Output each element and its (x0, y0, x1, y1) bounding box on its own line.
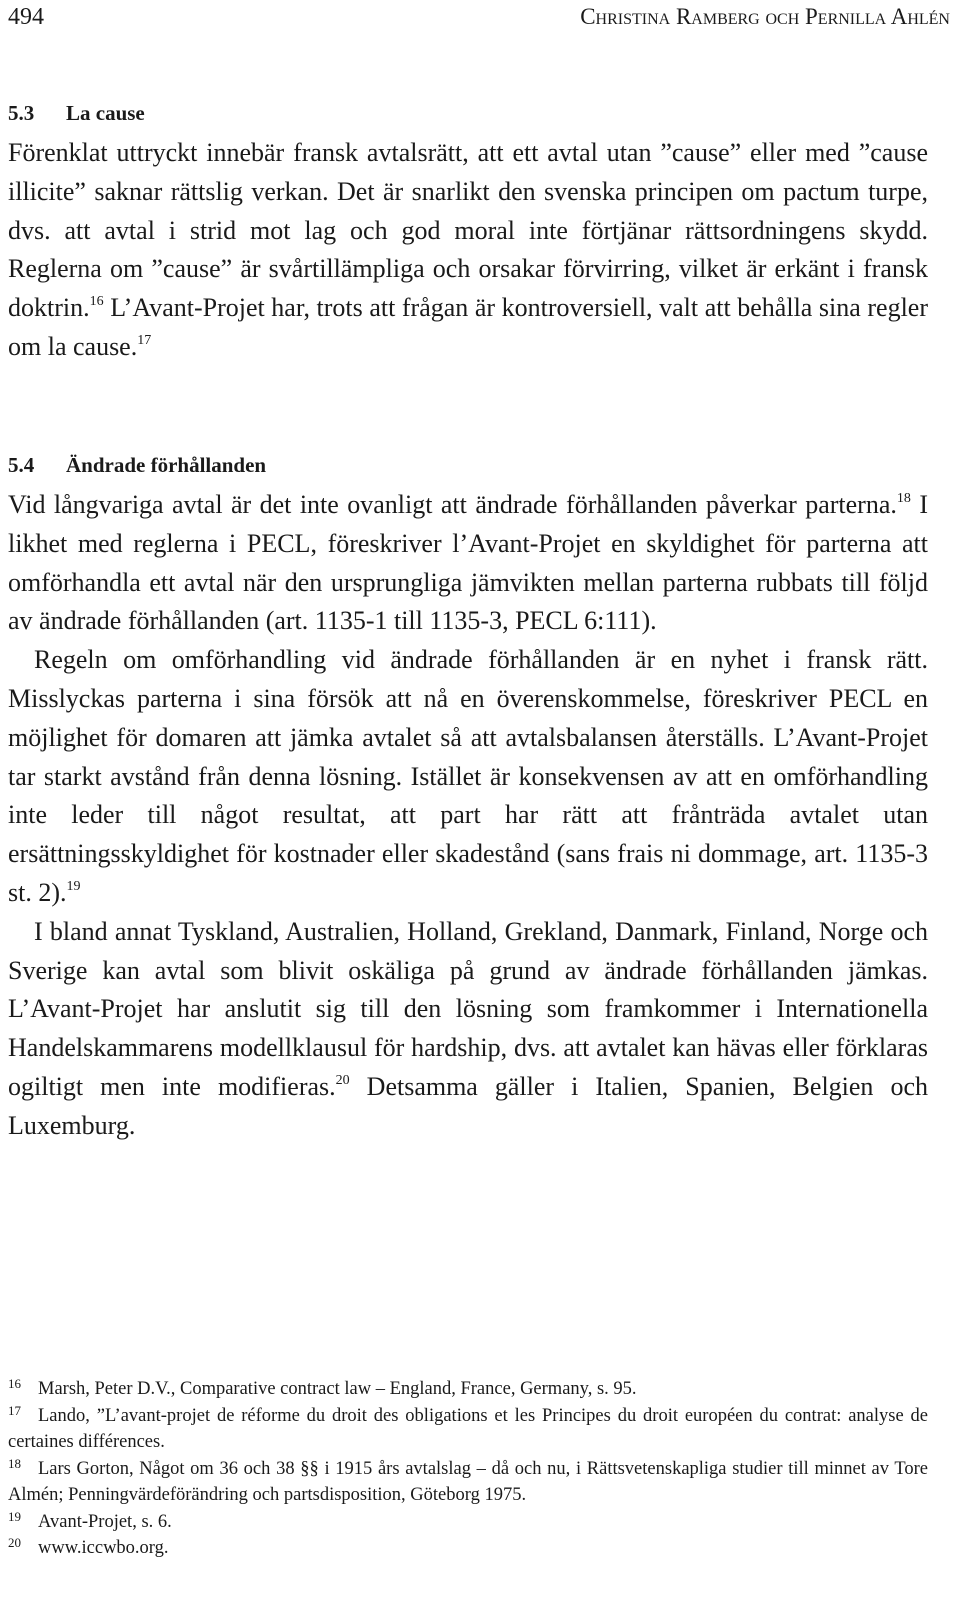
page-number: 494 (8, 4, 44, 30)
footnote-ref[interactable]: 17 (137, 332, 152, 348)
section-andrade-forhallanden (8, 452, 928, 1146)
footnote: 19 Avant-Projet, s. 6. (8, 1508, 172, 1532)
body-paragraph (8, 134, 928, 367)
paragraph-text: L’Avant-Projet har, trots att frågan är kontroversiell, valt att behålla sina regler om la cause. (8, 293, 928, 361)
footnote-text: Avant-Projet, s. 6. (38, 1511, 172, 1532)
footnote: 16 Marsh, Peter D.V., Comparative contract law – England, France, Germany, s. 95. (8, 1376, 637, 1399)
footnote-ref[interactable]: 18 (896, 491, 911, 506)
section-number: 5.4 (8, 453, 35, 477)
section-title: La cause (66, 101, 145, 125)
footnote-text[interactable]: www.iccwbo.org. (38, 1538, 169, 1558)
paragraph-text: I likhet med reglerna i PECL, föreskriver l’Avant-Projet en skyldighet för parterna att omförhandla ett avtal när den ursprungliga jämvikten mellan parterna rubbats till följd av ändrade förhållanden (art. 1135-1 till 1135-3, PECL 6:111). (8, 490, 928, 636)
body-paragraph (8, 913, 928, 1146)
section-heading (8, 452, 928, 478)
section-title: Ändrade förhållanden (66, 453, 267, 477)
section-la-cause (8, 100, 928, 367)
footnote: 20 www.iccwbo.org. (8, 1535, 169, 1558)
footnotes (8, 1376, 928, 1562)
section-heading (8, 100, 928, 126)
footnote: 17 Lando, ”L’avant-projet de réforme du droit des obligations et les Principes du droit européen du contrat: analyse de certaines différences. (8, 1402, 928, 1452)
paragraph-text: Detsamma gäller i Italien, Spanien, Belgien och Luxemburg. (8, 1071, 928, 1140)
footnote: 18 Lars Gorton, Något om 36 och 38 §§ i 1915 års avtalslag – då och nu, i Rättsvetenskapliga studier till minnet av Tore Almén; Penningvärdeförändring och partsdisposition, Göteborg 1975. (8, 1455, 928, 1505)
body-paragraph (8, 641, 928, 913)
footnote-text: Lando, ”L’avant-projet de réforme du droit des obligations et les Principes du droit européen du contrat: analyse de certaines différences. (8, 1405, 928, 1452)
running-header (8, 4, 950, 38)
paragraph-text: Förenklat uttryckt innebär fransk avtalsrätt, att ett avtal utan ”cause” eller med ”cause illicite” saknar rättslig verkan. Det är snarlikt den svenska principen om pactum turpe, dvs. att avtal i strid mot lag och god moral inte förtjänar rättsordningens skydd. Reglerna om ”cause” är svårtillämpliga och orsakar förvirring, vilket är erkänt i fransk doktrin. (8, 138, 928, 323)
footnote-ref[interactable]: 20 (335, 1072, 350, 1088)
footnote-text: Marsh, Peter D.V., Comparative contract law – England, France, Germany, s. 95. (38, 1379, 637, 1399)
section-number: 5.3 (8, 101, 35, 125)
footnote-ref[interactable]: 19 (66, 878, 81, 894)
paragraph-text: Regeln om omförhandling vid ändrade förhållanden är en nyhet i fransk rätt. Misslyckas parterna i sina försök att nå en överenskommelse, föreskriver PECL en möjlighet för domaren att jämka avtalet så att avtalsbalansen återställs. L’Avant-Projet tar starkt avstånd från denna lösning. Istället är konsekvensen av att en omförhandling inte leder till något resultat, att part har rätt att frånträda avtalet utan ersättningsskyldighet för kostnader eller skadestånd (sans frais ni dommage, art. 1135-3 st. 2). (8, 645, 928, 907)
paragraph-text: Vid långvariga avtal är det inte ovanligt att ändrade förhållanden påverkar parterna. (8, 490, 897, 519)
footnote-ref[interactable]: 16 (89, 294, 104, 310)
running-head-authors: Christina Ramberg och Pernilla Ahlén (580, 4, 950, 29)
body-paragraph (8, 486, 928, 641)
footnote-text: Lars Gorton, Något om 36 och 38 §§ i 1915 års avtalslag – då och nu, i Rättsvetenskapliga studier till minnet av Tore Almén; Penningvärdeförändring och partsdisposition, Göteborg 1975. (8, 1458, 928, 1505)
paragraph-text: I bland annat Tyskland, Australien, Holland, Grekland, Danmark, Finland, Norge och Sverige kan avtal som blivit oskäliga på grund av ändrade förhållanden jämkas. L’Avant-Projet har anslutit sig till den lösning som framkommer i Internationella Handelskammarens modellklausul för hardship, dvs. att avtalet kan hävas eller förklaras ogiltigt men inte modifieras. (8, 916, 928, 1101)
